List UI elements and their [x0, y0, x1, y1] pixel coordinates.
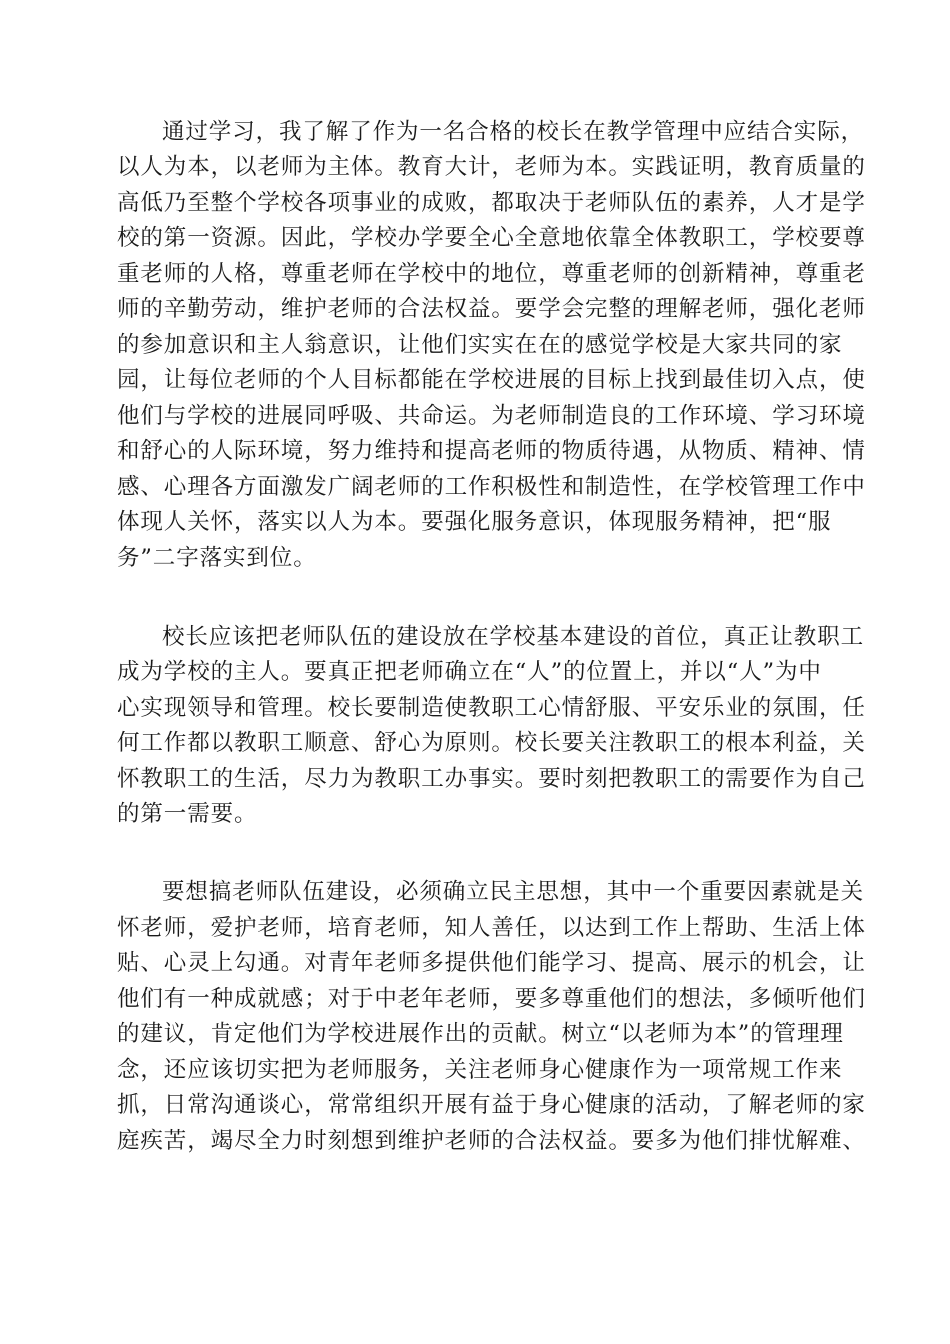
- paragraph-1-line-4: 校的第一资源。因此，学校办学要全心全意地依靠全体教职工，学校要尊: [117, 225, 866, 251]
- paragraph-3-line-7: 抓，日常沟通谈心，常常组织开展有益于身心健康的活动，了解老师的家: [117, 1092, 866, 1118]
- paragraph-2-line-4: 何工作都以教职工顺意、舒心为原则。校长要关注教职工的根本利益，关: [117, 730, 866, 756]
- paragraph-1-line-1: 通过学习，我了解了作为一名合格的校长在教学管理中应结合实际，: [162, 119, 865, 145]
- paragraph-3-line-6: 念，还应该切实把为老师服务，关注老师身心健康作为一项常规工作来: [117, 1057, 843, 1083]
- paragraph-2-line-1: 校长应该把老师队伍的建设放在学校基本建设的首位，真正让教职工: [162, 624, 865, 650]
- paragraph-3-line-1: 要想搞老师队伍建设，必须确立民主思想，其中一个重要因素就是关: [162, 879, 865, 905]
- paragraph-1-line-6: 师的辛勤劳动，维护老师的合法权益。要学会完整的理解老师，强化老师: [117, 296, 866, 322]
- paragraph-3-line-3: 贴、心灵上勾通。对青年老师多提供他们能学习、提高、展示的机会，让: [117, 950, 866, 976]
- paragraph-3-line-4: 他们有一种成就感；对于中老年老师，要多尊重他们的想法，多倾听他们: [117, 986, 866, 1012]
- paragraph-1-line-8: 园，让每位老师的个人目标都能在学校进展的目标上找到最佳切入点，使: [117, 367, 866, 393]
- paragraph-2-line-2: 成为学校的主人。要真正把老师确立在“人”的位置上，并以“人”为中: [117, 659, 822, 685]
- paragraph-3-line-5: 的建议，肯定他们为学校进展作出的贡献。树立“以老师为本”的管理理: [117, 1021, 844, 1047]
- paragraph-1-line-11: 感、心理各方面激发广阔老师的工作积极性和制造性，在学校管理工作中: [117, 474, 866, 500]
- paragraph-3-line-8: 庭疾苦，竭尽全力时刻想到维护老师的合法权益。要多为他们排忧解难、: [117, 1128, 866, 1154]
- paragraph-1-line-12: 体现人关怀，落实以人为本。要强化服务意识，体现服务精神，把“服: [117, 509, 832, 535]
- paragraph-1-line-7: 的参加意识和主人翁意识，让他们实实在在的感觉学校是大家共同的家: [117, 332, 843, 358]
- paragraph-1-line-10: 和舒心的人际环境，努力维持和提高老师的物质待遇，从物质、精神、情: [117, 438, 866, 464]
- paragraph-2-line-6: 的第一需要。: [117, 801, 258, 827]
- paragraph-2-line-5: 怀教职工的生活，尽力为教职工办事实。要时刻把教职工的需要作为自己: [117, 766, 866, 792]
- paragraph-1-line-2: 以人为本，以老师为主体。教育大计，老师为本。实践证明，教育质量的: [117, 154, 866, 180]
- paragraph-2-line-3: 心实现领导和管理。校长要制造使教职工心情舒服、平安乐业的氛围，任: [117, 695, 866, 721]
- paragraph-1-line-9: 他们与学校的进展同呼吸、共命运。为老师制造良的工作环境、学习环境: [117, 403, 866, 429]
- paragraph-3-line-2: 怀老师，爱护老师，培育老师，知人善任，以达到工作上帮助、生活上体: [117, 915, 866, 941]
- paragraph-1-line-3: 高低乃至整个学校各项事业的成败，都取决于老师队伍的素养，人才是学: [117, 190, 866, 216]
- paragraph-1-line-13: 务”二字落实到位。: [117, 545, 317, 571]
- paragraph-1-line-5: 重老师的人格，尊重老师在学校中的地位，尊重老师的创新精神，尊重老: [117, 261, 866, 287]
